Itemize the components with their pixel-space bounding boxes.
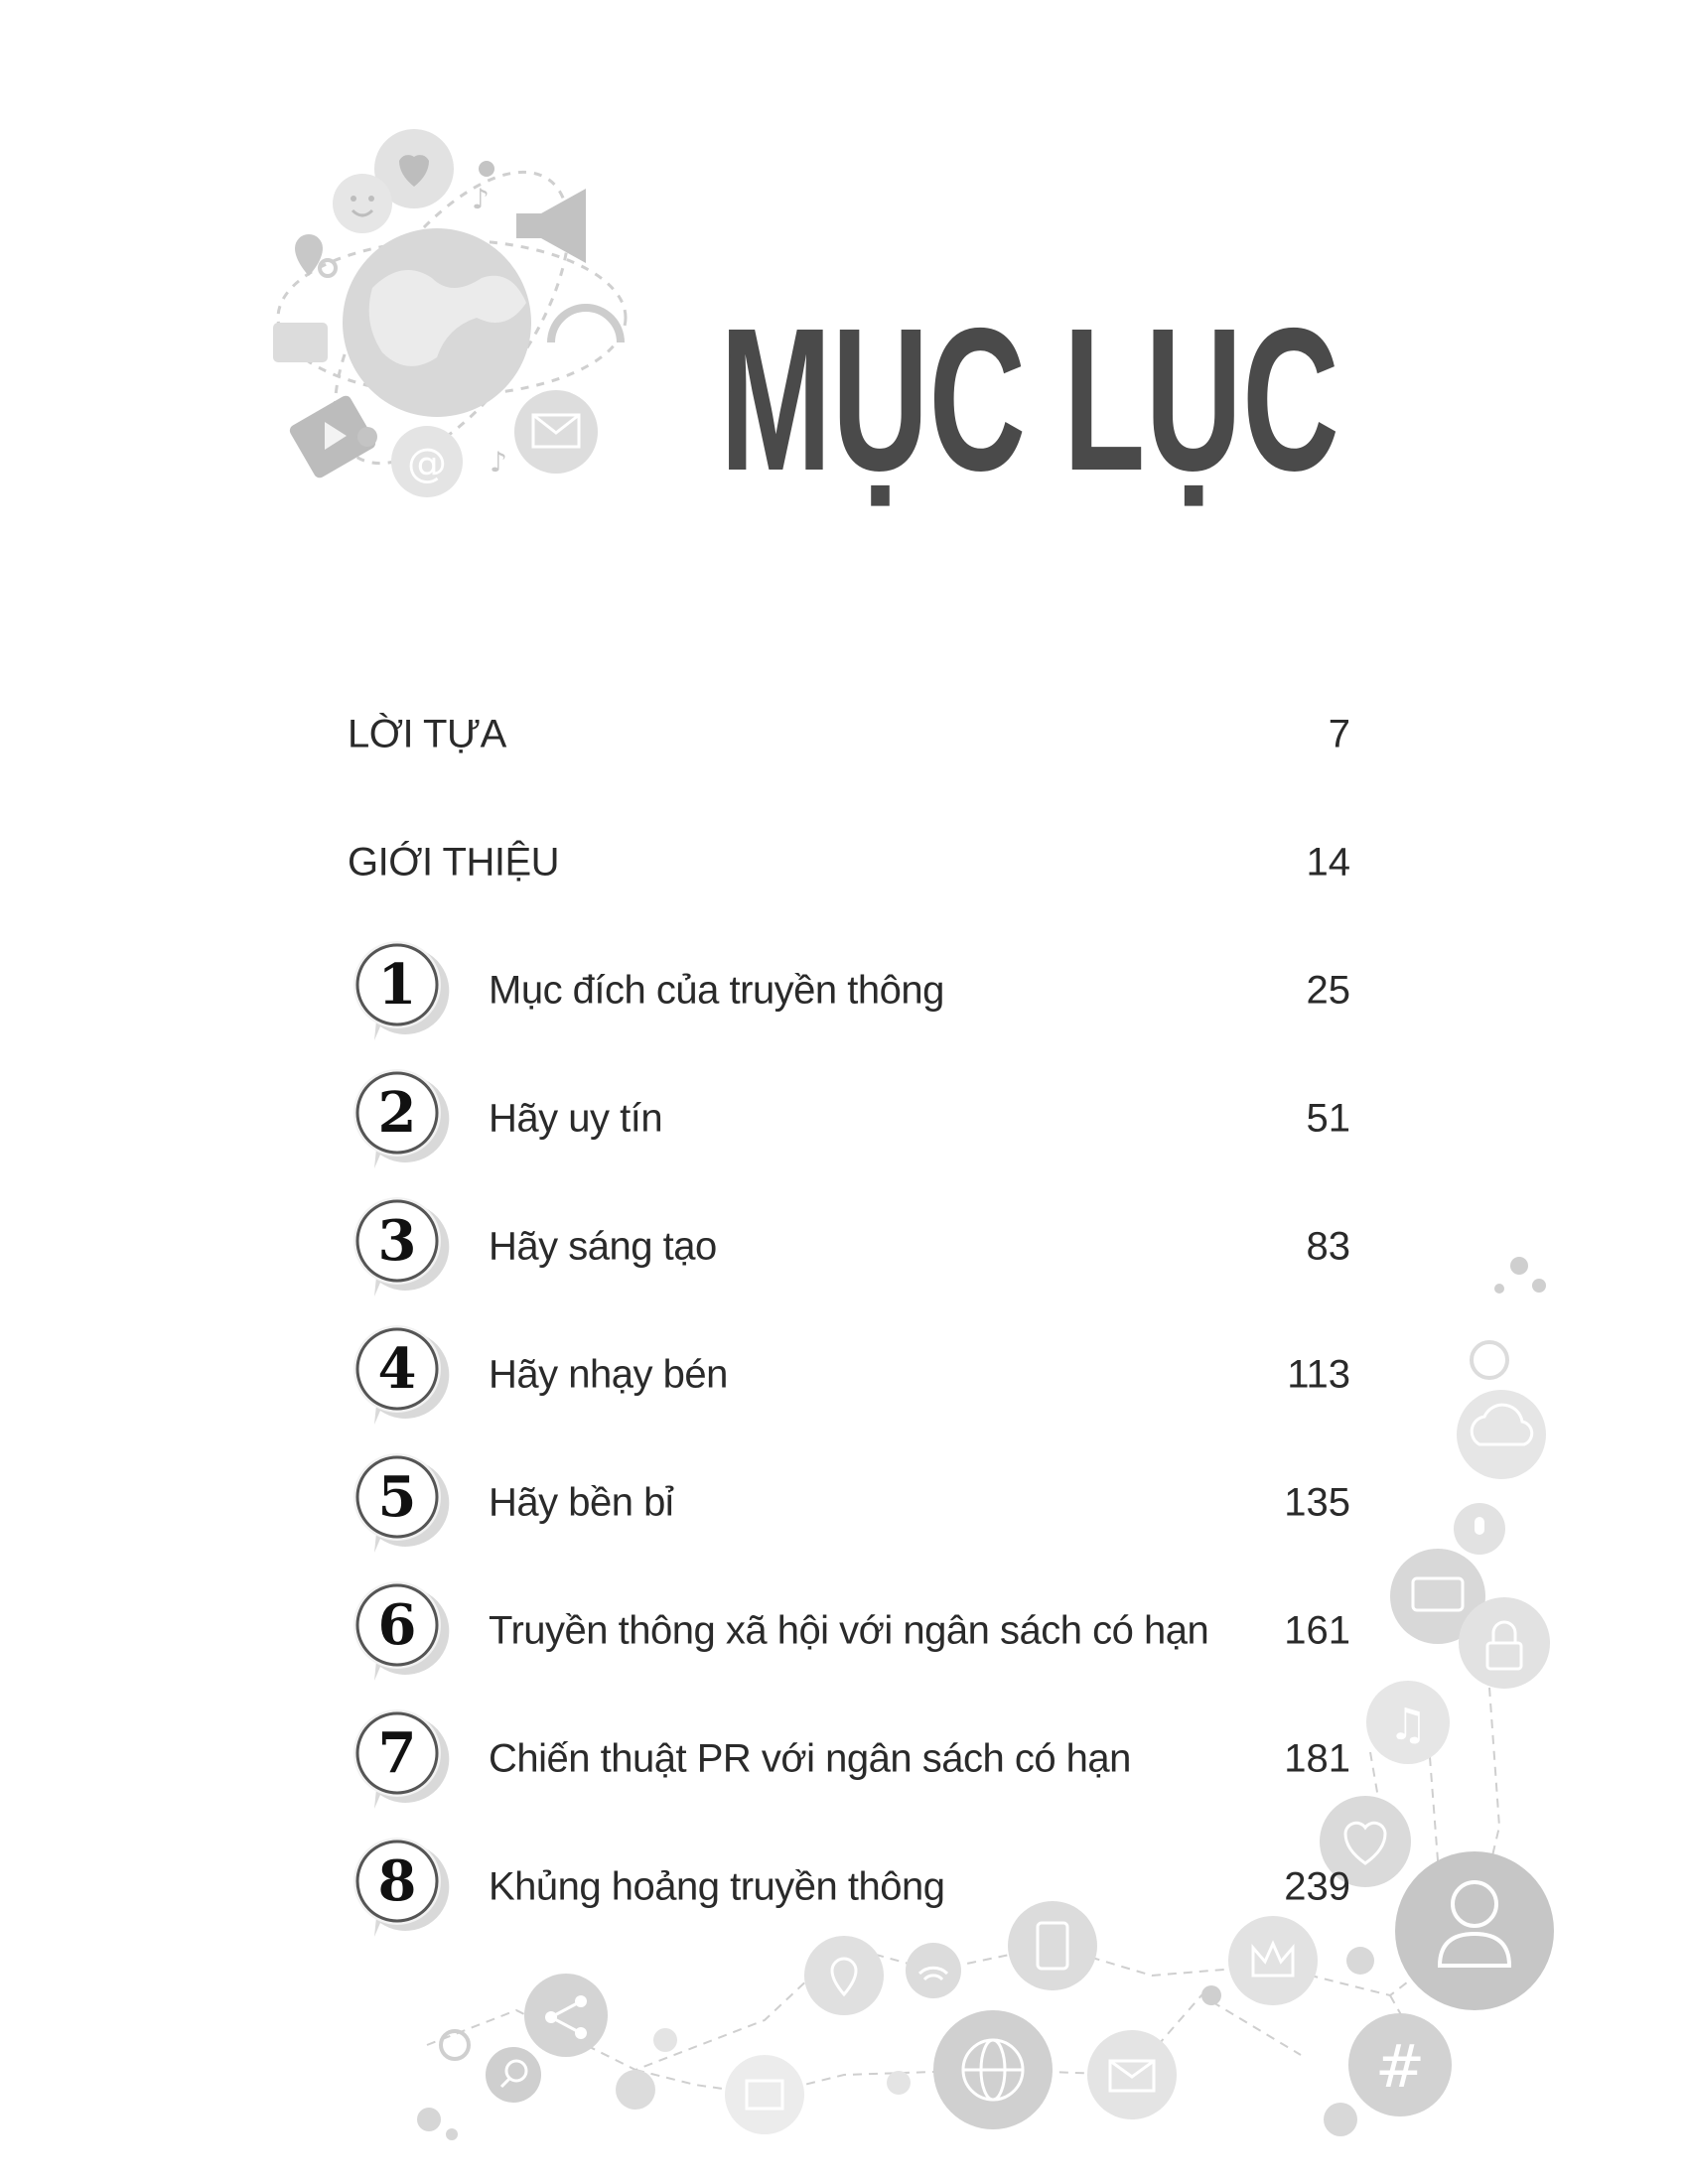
toc-entry-introduction[interactable] [348, 798, 1350, 926]
share-icon [524, 1974, 608, 2057]
svg-text:♫: ♫ [1388, 1700, 1428, 1750]
user-profile-icon [1395, 1851, 1554, 2010]
chapter-number: 4 [377, 1335, 417, 1402]
globe-icon [933, 2010, 1053, 2129]
mail-icon [1087, 2030, 1177, 2119]
toc-chapter-8[interactable] [348, 1823, 1350, 1951]
chapter-number-badge [348, 1832, 459, 1943]
chapter-number-badge [348, 935, 459, 1046]
image-icon [725, 2055, 804, 2134]
music-icon [1366, 1681, 1450, 1764]
chapter-number: 2 [377, 1079, 417, 1146]
envelope-icon [514, 390, 598, 474]
chapter-number: 3 [377, 1207, 417, 1274]
gear-icon [320, 260, 336, 276]
toc-page-number: 7 [1328, 712, 1350, 755]
cloud-upload-icon [1457, 1390, 1546, 1479]
microphone-icon [1454, 1503, 1505, 1555]
toc-page-number: 135 [1284, 1480, 1350, 1524]
chapter-number: 5 [377, 1463, 417, 1530]
hashtag-icon [1348, 2013, 1452, 2116]
svg-text:#: # [1374, 2032, 1426, 2102]
toc-chapter-2[interactable] [348, 1054, 1350, 1182]
toc-chapter-1[interactable] [348, 926, 1350, 1054]
chapter-number: 6 [377, 1591, 417, 1658]
chapter-number-badge [348, 1575, 459, 1687]
headphones-icon [551, 308, 621, 342]
search-icon [486, 2047, 541, 2103]
toc-chapter-4[interactable] [348, 1310, 1350, 1438]
toc-page-number: 83 [1306, 1224, 1350, 1268]
toc-chapter-5[interactable] [348, 1438, 1350, 1567]
toc-page-number: 161 [1284, 1608, 1350, 1652]
social-media-globe-illustration [253, 119, 650, 516]
toc-chapter-7[interactable] [348, 1695, 1350, 1823]
toc-chapter-6[interactable] [348, 1567, 1350, 1695]
toc-chapter-title: Hãy uy tín [489, 1096, 663, 1140]
toc-chapter-title: Hãy sáng tạo [489, 1224, 717, 1268]
chapter-number-badge [348, 1191, 459, 1302]
chapter-number: 1 [377, 951, 417, 1018]
toc-entry-label: GIỚI THIỆU [348, 840, 560, 884]
user-icon [357, 427, 377, 447]
toc-page-number: 239 [1284, 1864, 1350, 1908]
chapter-number-badge [348, 1319, 459, 1431]
wifi-icon [906, 1943, 961, 1998]
svg-text:@: @ [407, 441, 447, 486]
toc-page-number: 14 [1306, 840, 1350, 884]
toc-entry-label: LỜI TỰA [348, 712, 506, 755]
chapter-number-badge [348, 1704, 459, 1815]
at-sign-icon [391, 426, 463, 497]
toc-chapter-title: Truyền thông xã hội với ngân sách có hạn [489, 1608, 1209, 1652]
toc-chapter-3[interactable] [348, 1182, 1350, 1310]
toc-chapter-title: Mục đích của truyền thông [489, 968, 944, 1012]
chapter-number: 8 [377, 1847, 417, 1914]
toc-page-number: 25 [1306, 968, 1350, 1012]
chapter-number-badge [348, 1447, 459, 1559]
toc-page-number: 113 [1287, 1352, 1350, 1396]
toc-chapter-title: Khủng hoảng truyền thông [489, 1864, 945, 1908]
music-note-icon: ♪ [472, 183, 490, 215]
table-of-contents [348, 670, 1350, 1951]
user-icon [479, 161, 494, 177]
chapter-number: 7 [377, 1719, 417, 1786]
page-title: MỤC LỤC [720, 286, 1339, 513]
megaphone-icon [516, 189, 586, 263]
toc-chapter-title: Hãy bền bỉ [489, 1480, 674, 1524]
chapter-number-badge [348, 1063, 459, 1174]
lock-icon [1459, 1597, 1550, 1689]
toc-chapter-title: Hãy nhạy bén [489, 1352, 728, 1396]
smiley-bubble-icon [333, 174, 392, 233]
toc-page-number: 181 [1284, 1736, 1350, 1780]
toc-page-number: 51 [1306, 1096, 1350, 1140]
toc-entry-foreword[interactable] [348, 670, 1350, 798]
gear-icon [441, 2031, 469, 2059]
folder-icon [273, 323, 328, 362]
toc-chapter-title: Chiến thuật PR với ngân sách có hạn [489, 1736, 1131, 1780]
music-note-icon: ♪ [490, 446, 507, 478]
